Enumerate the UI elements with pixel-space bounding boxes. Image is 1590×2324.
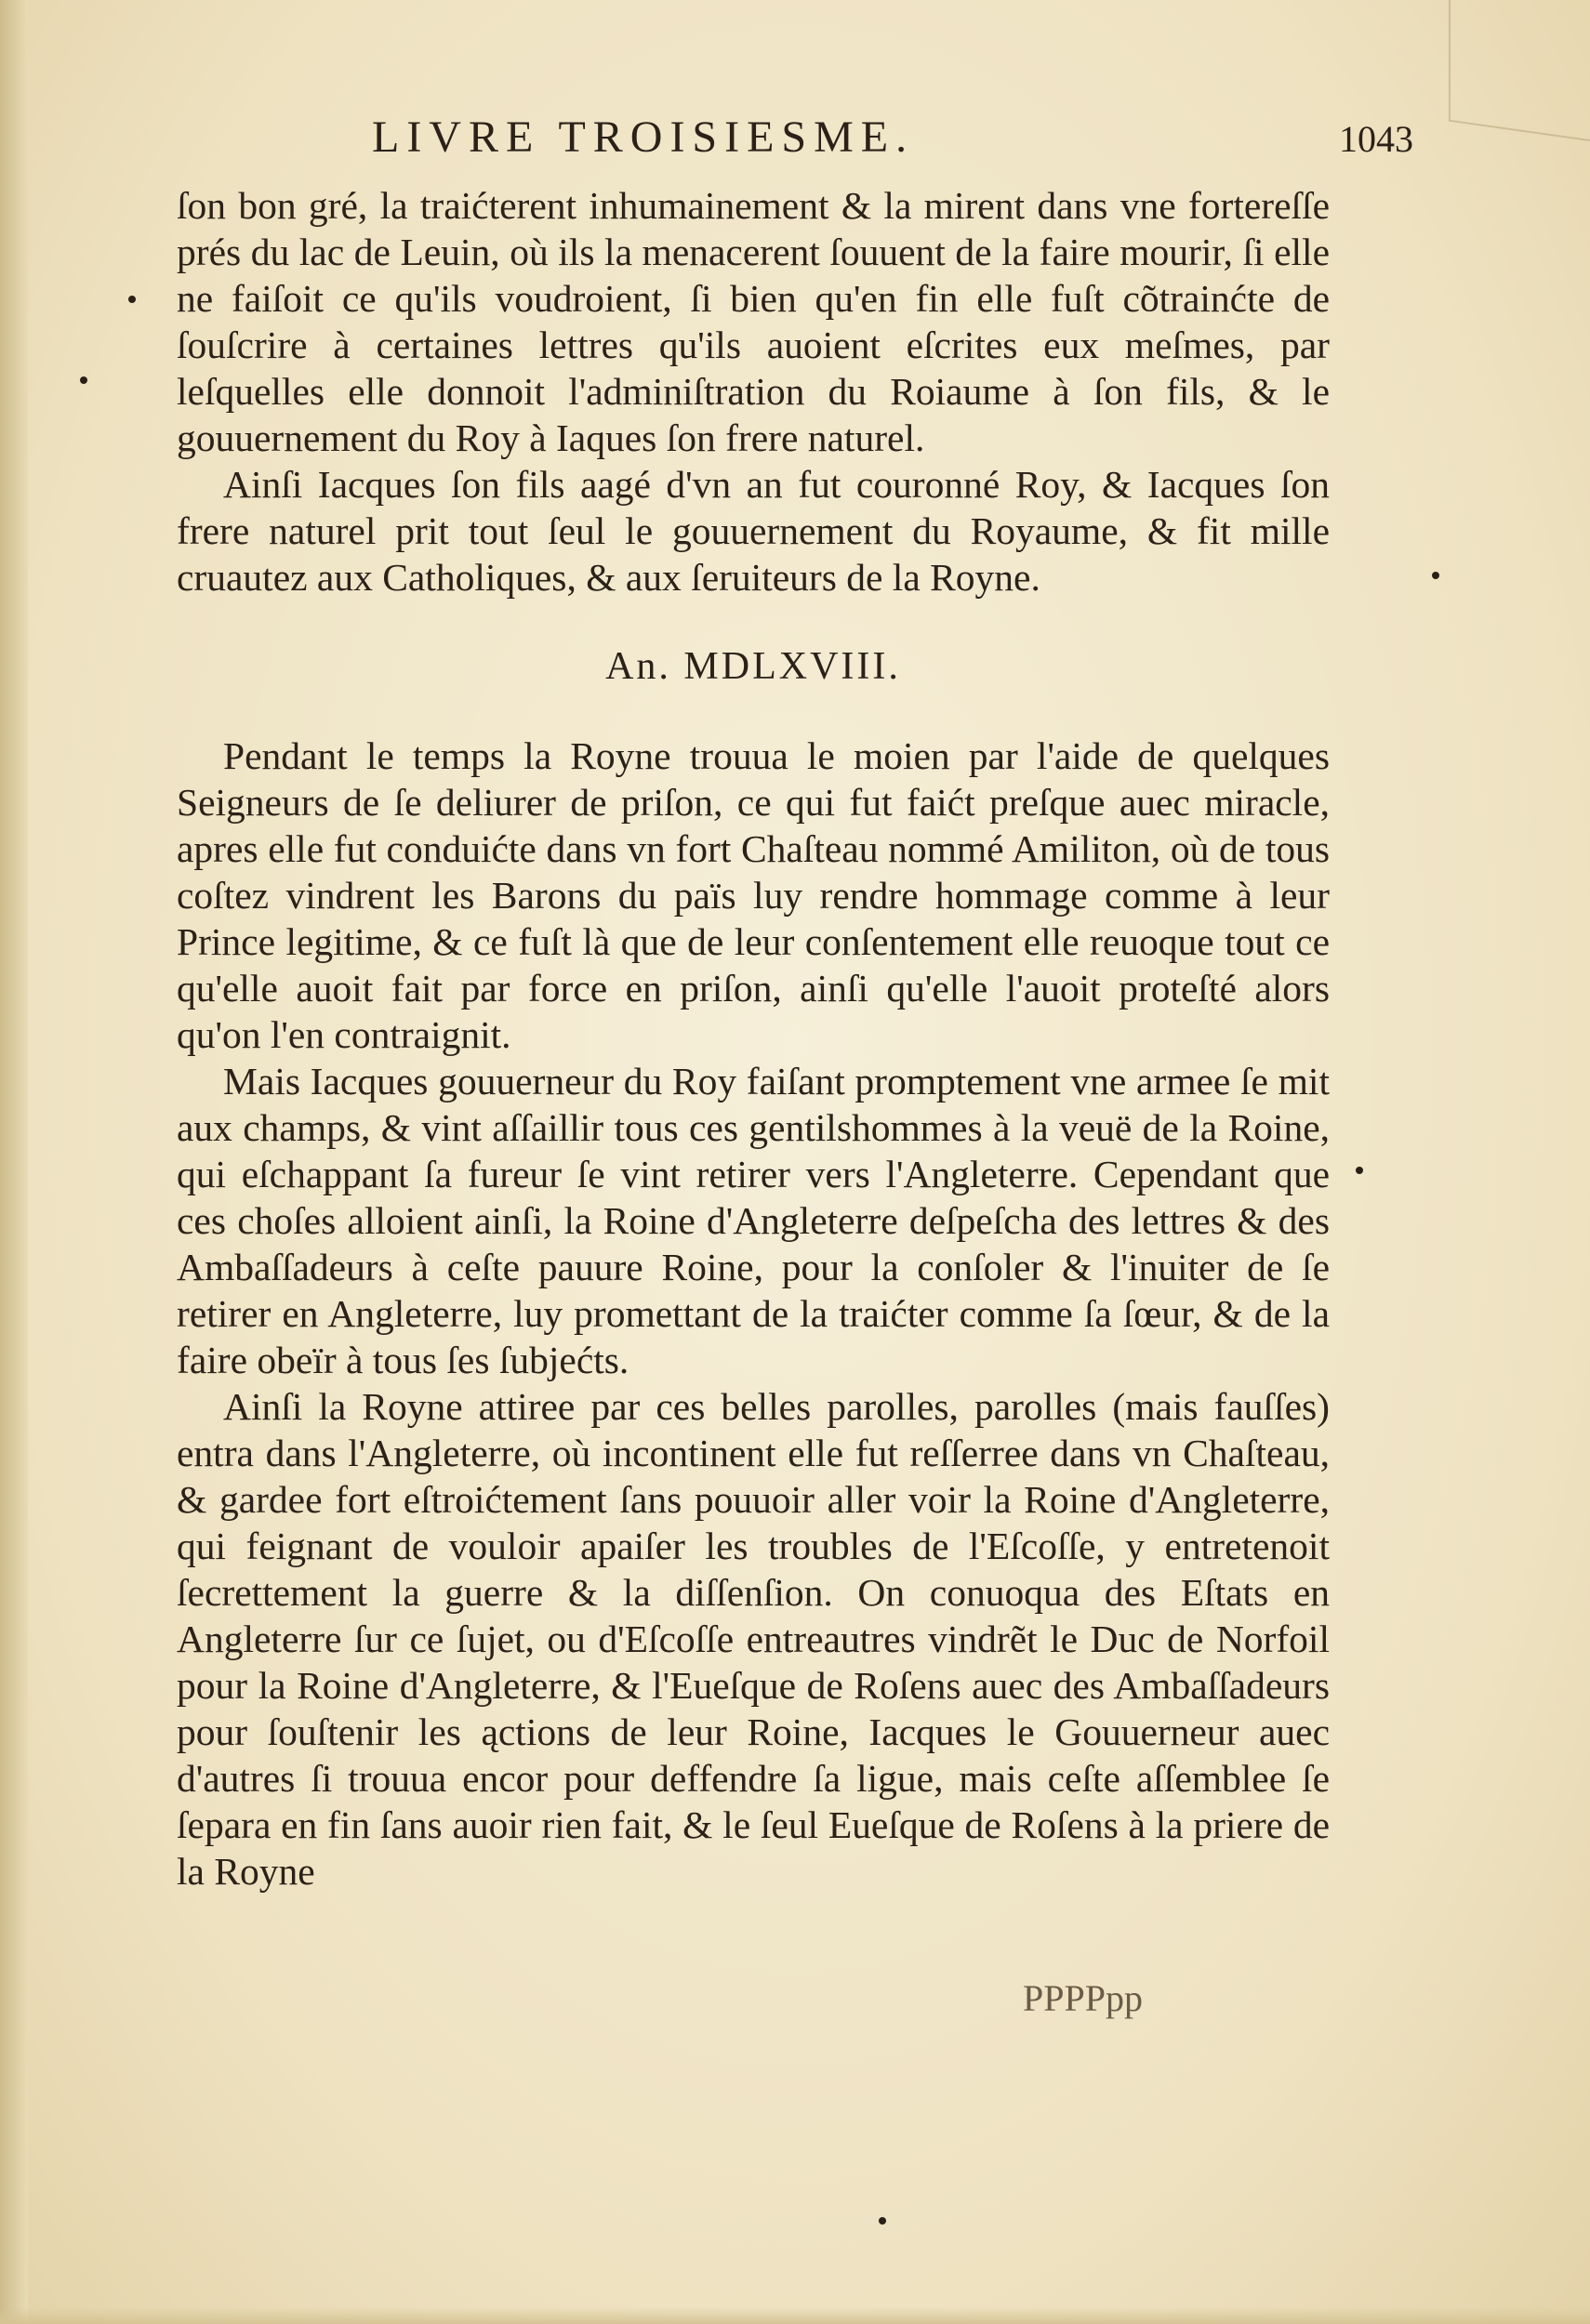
paragraph-3: Pendant le temps la Royne trouua le moien par l'aide de quelques Seigneurs de ſe deliurer de priſon, ce qui fut faićt preſque auec miracle, apres elle fut conduićte dans vn fort Chaſteau nommé Amiliton, où de tous coſtez vindrent les Barons du païs luy rendre hommage comme à leur Prince legitime, & ce fuſt là que de leur conſentement elle reuoque tout ce qu'elle auoit fait par force en priſon, ainſi qu'elle l'auoit proteſté alors qu'on l'en contraignit. <box>177 734 1330 1056</box>
paragraph-2: Ainſi Iacques ſon fils aagé d'vn an fut couronné Roy, & Iacques ſon frere naturel prit tout ſeul le gouuernement du Royaume, & fit mille cruautez aux Catholiques, & aux ſeruiteurs de la Royne. <box>177 463 1330 599</box>
paragraph-5: Ainſi la Royne attiree par ces belles parolles, parolles (mais fauſſes) entra dans l'Angleterre, où incontinent elle fut reſſerree dans vn Chaſteau, & gardee fort eſtroićtement ſans pouuoir aller voir la Roine d'Angleterre, qui feignant de vouloir apaiſer les troubles de l'Eſcoſſe, y entretenoit ſecrettement la guerre & la diſſenſion. On conuoqua des Eſtats en Angleterre ſur ce ſujet, ou d'Eſcoſſe entreautres vindrẽt le Duc de Norfoil pour la Roine d'Angleterre, & l'Eueſque de Roſens auec des Ambaſſadeurs pour ſouſtenir les ąctions de leur Roine, Iacques le Gouuerneur auec d'autres ſi trouua encor pour deffendre ſa ligue, mais ceſte aſſemblee ſe ſepara en fin ſans auoir rien fait, & le ſeul Eueſque de Roſens à la priere de la Royne <box>177 1385 1330 1893</box>
page-binding-edge <box>0 0 28 2324</box>
page-header <box>177 112 1413 167</box>
paragraph-1: ſon bon gré, la traićterent inhumainement & la mirent dans vne fortereſſe prés du lac de Leuin, où ils la menacerent ſouuent de la faire mourir, ſi elle ne faiſoit ce qu'ils voudroient, ſi bien qu'en fin elle fuſt cõtrainćte de ſouſcrire à certaines lettres qu'ils auoient eſcrites eux meſmes, par leſquelles elle donnoit l'adminiſtration du Roiaume à ſon fils, & le gouuernement du Roy à Iaques ſon frere naturel. <box>177 184 1330 459</box>
signature-mark: PPPPpp <box>1023 1977 1143 2019</box>
ink-speck <box>879 2217 886 2225</box>
ink-speck <box>1356 1167 1363 1174</box>
corner-fold <box>1449 0 1590 141</box>
year-heading: An. MDLXVIII. <box>605 645 901 688</box>
paragraph-4: Mais Iacques gouuerneur du Roy faiſant promptement vne armee ſe mit aux champs, & vint aſſaillir tous ces gentilshommes à la veuë de la Roine, qui eſchappant ſa fureur ſe vint retirer vers l'Angleterre. Cependant que ces choſes alloient ainſi, la Roine d'Angleterre deſpeſcha des lettres & des Ambaſſadeurs à ceſte pauure Roine, pour la conſoler & l'inuiter de ſe retirer en Angleterre, luy promettant de la traićter comme ſa ſœur, & de la faire obeïr à tous ſes ſubjećts. <box>177 1060 1330 1381</box>
page-bottom-edge <box>0 2307 1590 2324</box>
ink-speck <box>80 376 87 384</box>
running-head: LIVRE TROISIESME. <box>372 112 915 162</box>
ink-speck <box>1432 572 1439 579</box>
ink-speck <box>128 296 136 303</box>
page-number: 1043 <box>1339 118 1413 160</box>
body-text <box>177 182 1330 1895</box>
